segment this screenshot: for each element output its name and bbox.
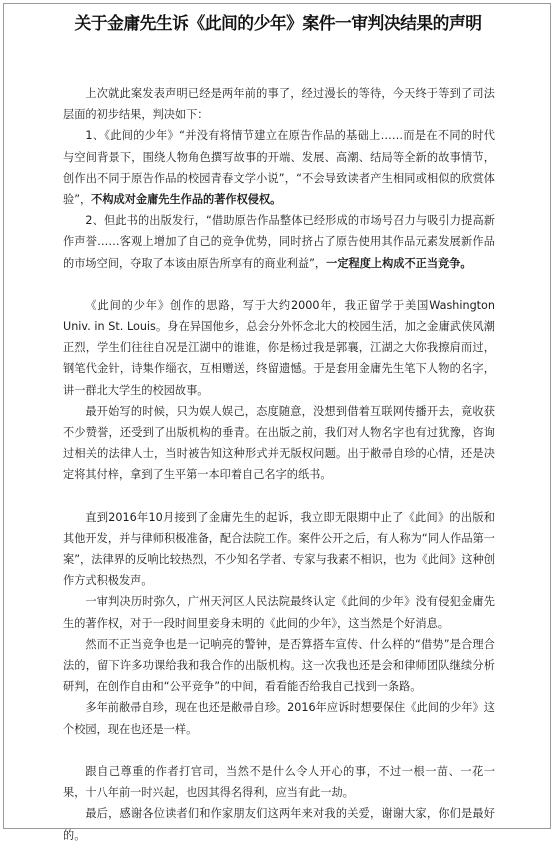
paragraph-text: 最后，感谢各位读者们和作家朋友们这两年来对我的关爱，谢谢大家，你们是最好的。 — [63, 807, 495, 842]
paragraph-text: 然而不正当竞争也是一记响亮的警钟，是否算搭车宣传、什么样的“借势”是合理合法的，留下许多功课给我和我合作的出版机构。这一次我也还是会和律师团队继续分析研判，在创作自由和“公平竞争”的中间，看看能否给我自己找到一条路。 — [63, 637, 495, 694]
paragraph-text: 1、《此间的少年》“并没有将情节建立在原告作品的基础上……而是在不同的时代与空间背景下，围绕人物角色撰写故事的开端、发展、高潮、结局等全新的故事情节，创作出不同于原告作品的校园青春文学小说”，“不会导致读者产生相同或相似的欣赏体验”， — [63, 129, 495, 207]
emphasized-text: 一定程度上构成不正当竞争。 — [326, 256, 472, 270]
paragraph-text: 直到2016年10月接到了金庸先生的起诉，我立即无限期中止了《此间》的出版和其他开发，并与律师积极准备，配合法院工作。案件公开之后，有人称为“同人作品第一案”，法律界的反响比较热烈，不少知名学者、专家与我素不相识，也为《此间》这种创作方式积极发声。 — [63, 510, 495, 588]
paragraph-text: 跟自己尊重的作者打官司，当然不是什么令人开心的事，不过一根一苗、一花一果，十八年前一时兴起，也因其得名得利，应当有此一劫。 — [63, 764, 495, 800]
paragraph — [63, 761, 495, 803]
paragraph — [63, 125, 495, 210]
paragraph — [63, 634, 495, 698]
paragraph-spacer — [63, 486, 495, 507]
paragraph-text: 最开始写的时候，只为娱人娱己，态度随意，没想到借着互联网传播开去，竟收获不少赞誉，还受到了出版机构的垂青。在出版之前，我们对人物名字也有过犹豫，咨询过相关的法律人士，当时被告知这种形式并无版权问题。出于敝帚自珍的心情，还是决定将其付梓，拿到了生平第一本印着自己名字的纸书。 — [63, 404, 495, 482]
document-body — [63, 83, 495, 846]
paragraph — [63, 507, 495, 592]
paragraph-text: 2、但此书的出版发行，“借助原告作品整体已经形成的市场号召力与吸引力提高新作声誉……客观上增加了自己的竞争优势，同时挤占了原告使用其作品元素发展新作品的市场空间，夺取了本该由原告所享有的商业利益”， — [63, 214, 495, 270]
emphasized-text: 不构成对金庸先生作品的著作权侵权。 — [91, 193, 282, 207]
document-title: 关于金庸先生诉《此间的少年》案件一审判决结果的声明 — [74, 13, 482, 33]
paragraph-text: 上次就此案发表声明已经是两年前的事了，经过漫长的等待，今天终于等到了司法层面的初步结果，判决如下： — [63, 87, 495, 122]
paragraph-text: 多年前敝帚自珍，现在也还是敝帚自珍。2016年应诉时想要保住《此间的少年》这个校园，现在也还是一样。 — [63, 701, 495, 736]
paragraph-text: 《此间的少年》创作的思路，写于大约2000年，我正留学于美国Washington Univ. in St. Louis。身在异国他乡，总会分外怀念北大的校园生活，加之金庸武侠风潮正烈，学生们往往自况是江湖中的谁谁，你是杨过我是郭襄，江湖之大你我擦肩而过，钢笔代金针，诗集作缁衣，互相赠送，终留遗憾。于是套用金庸先生笔下人物的名字，讲一群北大学生的校园故事。 — [63, 298, 495, 397]
paragraph-text: 一审判决历时弥久，广州天河区人民法院最终认定《此间的少年》没有侵犯金庸先生的著作权，对于一段时间里妾身未明的《此间的少年》，这当然是个好消息。 — [63, 595, 495, 630]
paragraph — [63, 295, 495, 401]
paragraph-spacer — [63, 274, 495, 295]
paragraph — [63, 803, 495, 845]
paragraph — [63, 401, 495, 486]
paragraph — [63, 83, 495, 125]
paragraph-spacer — [63, 740, 495, 761]
paragraph — [63, 210, 495, 274]
paragraph — [63, 591, 495, 633]
paragraph — [63, 697, 495, 739]
